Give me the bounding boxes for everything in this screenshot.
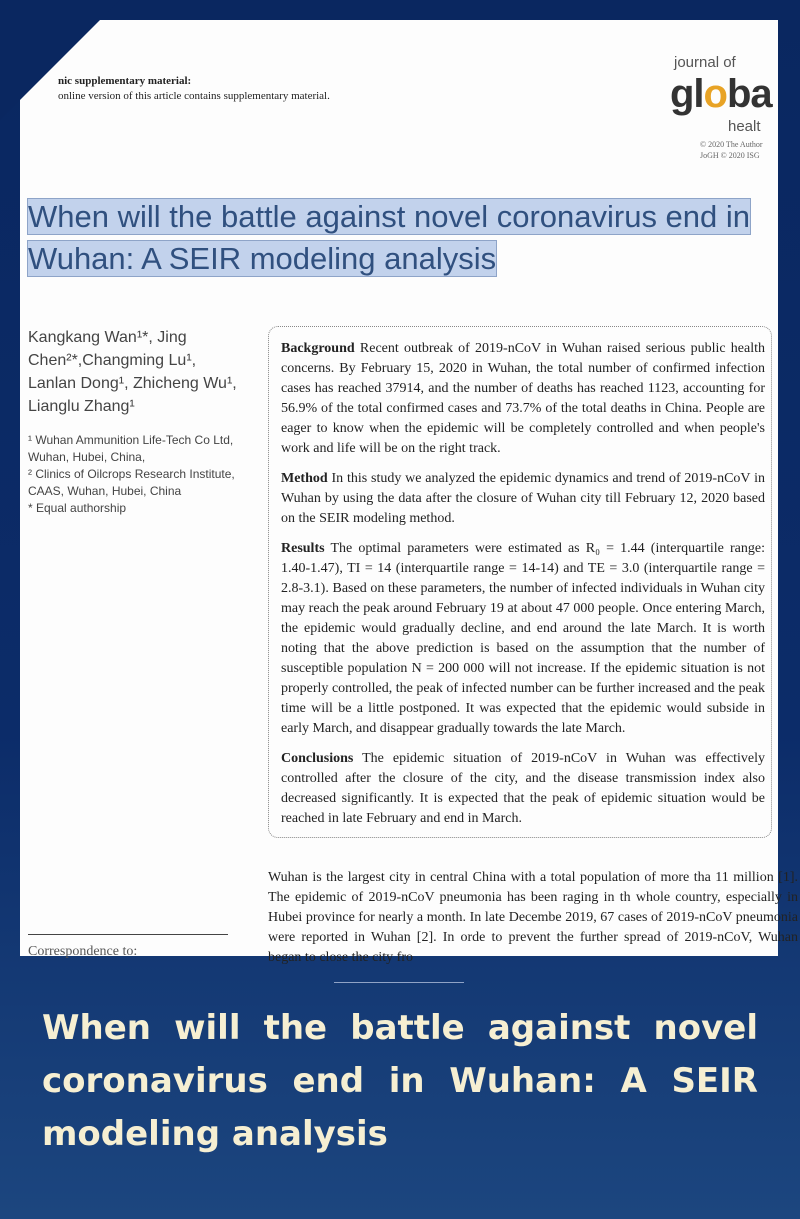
affiliation-note: * Equal authorship [28, 501, 127, 515]
journal-logo [670, 54, 780, 144]
abstract-box [268, 326, 772, 838]
logo-top-text: journal of [674, 54, 736, 71]
affiliations [28, 432, 248, 517]
caption-divider [334, 982, 464, 983]
supplementary-heading: nic supplementary material: [58, 75, 192, 87]
paper-title-text: When will the battle against novel coronavirus end in Wuhan: A SEIR modeling analysis [28, 199, 751, 276]
body-paragraph: Wuhan is the largest city in central China with a total population of more tha 11 million [1]. The epidemic of 2019-nCoV pneumonia has been raging in th whole country, especially in Hubei province for nearly a month. In late Decembe 2019, 67 cases of 2019-nCoV pneumonia were reported in Wuhan [2]. In orde to prevent the further spread of 2019-nCoV, Wuhan began to close the city fro [268, 870, 798, 965]
paper-page [20, 20, 798, 965]
abstract-conclusions: Conclusions The epidemic situation of 2019-nCoV in Wuhan was effectively controlled after the closure of the city, and the disease transmission index also decreased significantly. It is expected that the peak of epidemic situation would be reached in late February and end in March. [281, 751, 765, 826]
supplementary-text: online version of this article contains supplementary material. [58, 90, 330, 102]
caption-title: When will the battle against novel coronavirus end in Wuhan: A SEIR modeling analysis [42, 1008, 758, 1154]
copyright-line-1: © 2020 The Author [700, 140, 763, 149]
correspondence-label: Correspondence to: [28, 944, 138, 959]
paper-title [28, 196, 758, 280]
affiliation-2: ² Clinics of Oilcrops Research Institute, CAAS, Wuhan, Hubei, China [28, 467, 235, 498]
divider-line [28, 934, 228, 935]
affiliation-1: ¹ Wuhan Ammunition Life-Tech Co Ltd, Wuhan, Hubei, China, [28, 433, 234, 464]
logo-bottom-text: healt [728, 118, 761, 135]
page-corner-fold [0, 0, 120, 120]
abstract-method: Method In this study we analyzed the epidemic dynamics and trend of 2019-nCoV in Wuhan by using the data after the closure of Wuhan city till February 12, 2020 based on the SEIR modeling method. [281, 471, 765, 526]
abstract-results: Results The optimal parameters were estimated as R₀ = 1.44 (interquartile range: 1.40-1.47), TI = 14 (interquartile range = 14-14) and TE = 3.0 (interquartile range = 2.8-3.1). Based on these parameters, the number of infected individuals in Wuhan city may reach the peak around February 19 at about 47 000 people. Once entering March, the epidemic would gradually decline, and end around the late March. It is worth noting that the above prediction is based on the assumption that the number of susceptible population N = 200 000 will not increase. If the epidemic situation is not properly controlled, the peak of infected number can be further increased and the peak time will be a little postponed. It was expected that the epidemic would subside in early March, and disappear gradually towards the late March. [281, 541, 765, 736]
copyright-line-2: JoGH © 2020 ISG [700, 151, 760, 160]
logo-main-text: globa [670, 72, 772, 116]
abstract-background: Background Recent outbreak of 2019-nCoV in Wuhan raised serious public health concerns. By February 15, 2020 in Wuhan, the total number of confirmed infection cases has reached 37914, and the number of deaths has reached 1123, accounting for 56.9% of the total confirmed cases and 73.7% of the total deaths in China. People are eager to know when the epidemic will be completely controlled and when people's work and life will be on the right track. [281, 341, 765, 456]
author-list: Kangkang Wan¹*, Jing Chen²*,Changming Lu¹, Lanlan Dong¹, Zhicheng Wu¹, Lianglu Zhang¹ [28, 329, 237, 415]
